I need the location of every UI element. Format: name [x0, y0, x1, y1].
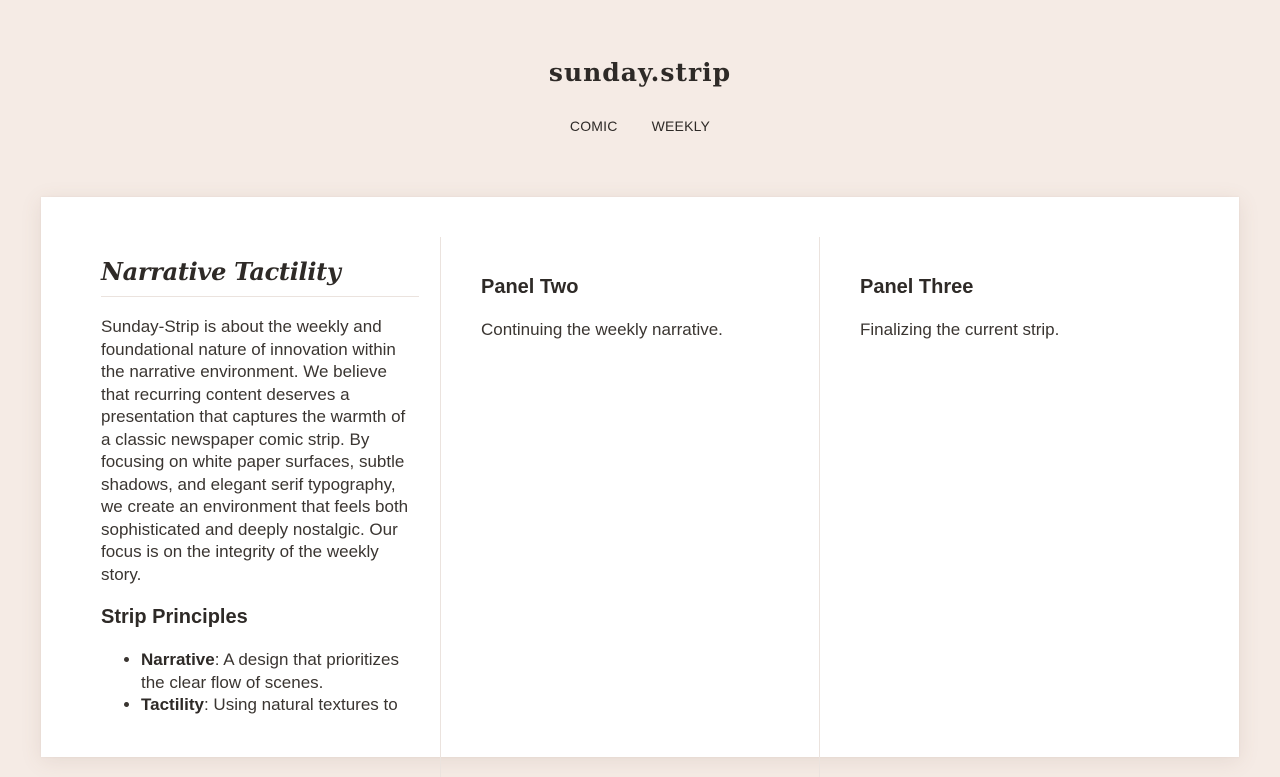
panel-one [101, 237, 419, 777]
strip-paper [41, 197, 1239, 757]
panel-three [819, 237, 1179, 777]
panel-two-title: Panel Two [481, 276, 579, 298]
list-item [141, 694, 419, 717]
panel-three-title: Panel Three [860, 276, 974, 298]
principle-text: : A design that prioritizes the clear flow of scenes. [141, 650, 399, 692]
panel-one-body: Sunday-Strip is about the weekly and foundational nature of innovation within the narrative environment. We believe that recurring content deserves a presentation that captures the warmth of a classic newspaper comic strip. By focusing on white paper surfaces, subtle shadows, and elegant serif typography, we create an environment that feels both sophisticated and deeply nostalgic. Our focus is on the integrity of the weekly story. [101, 317, 409, 584]
panel-two [440, 237, 819, 777]
panel-one-title: Narrative Tactility [101, 237, 419, 297]
nav-link-comic[interactable]: COMIC [569, 118, 618, 134]
list-item [141, 649, 419, 694]
principle-text: : Using natural textures to [203, 695, 398, 714]
nav-link-weekly[interactable]: WEEKLY [651, 118, 711, 134]
principles-heading: Strip Principles [101, 606, 248, 628]
panel-two-text: Continuing the weekly narrative. [481, 320, 723, 339]
site-title[interactable]: sunday.strip [548, 58, 732, 87]
principle-term: Narrative [141, 650, 215, 669]
main-nav [0, 118, 1280, 134]
principles-list [101, 649, 419, 717]
principle-term: Tactility [141, 695, 204, 714]
site-header [0, 0, 1280, 196]
panel-three-text: Finalizing the current strip. [860, 320, 1060, 339]
